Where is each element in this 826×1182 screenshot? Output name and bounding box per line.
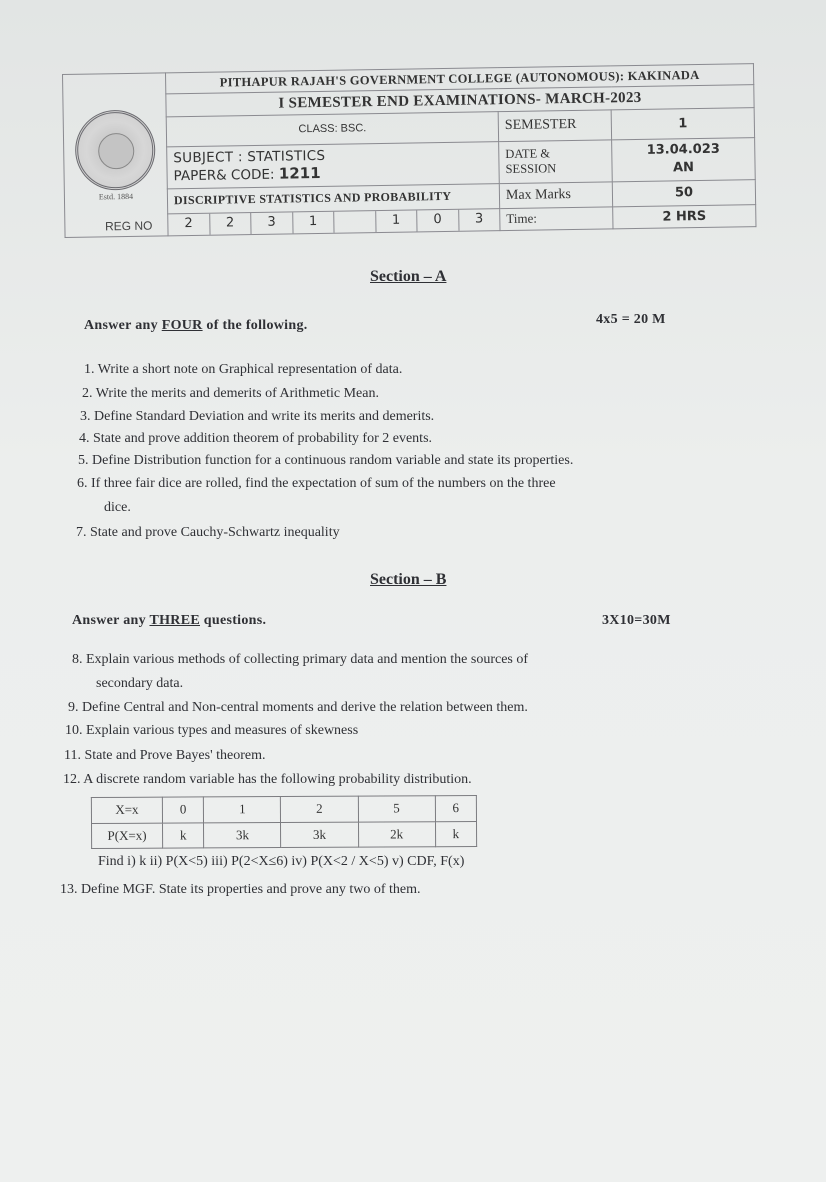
reg-no-digit: 1: [376, 210, 418, 232]
x-value-cell: 2: [281, 796, 358, 822]
p-value-cell: 3k: [281, 822, 358, 848]
section-b-instruction-pre: Answer any: [72, 613, 150, 628]
section-a-instruction-key: FOUR: [161, 318, 203, 333]
x-value-cell: 0: [162, 797, 203, 823]
section-a-marks: 4x5 = 20 M: [596, 312, 666, 327]
probability-distribution-table: [91, 795, 477, 849]
question-4: 4. State and prove addition theorem of probability for 2 events.: [79, 431, 433, 446]
time-label: Time:: [500, 207, 613, 231]
section-b-marks: 3X10=30M: [602, 613, 671, 628]
p-value-cell: 2k: [358, 821, 435, 847]
reg-no-digit: 3: [474, 211, 484, 227]
semester-value: 1: [611, 108, 754, 140]
college-name: PITHAPUR RAJAH'S GOVERNMENT COLLEGE (AUTONOMOUS): KAKINADA: [165, 64, 753, 94]
seal-estd-text: Estd. 1884: [98, 191, 134, 201]
section-b-instruction: [72, 613, 266, 629]
question-5: 5. Define Distribution function for a continuous random variable and state its properties.: [78, 453, 574, 468]
subject-paper-cell: [167, 141, 500, 188]
question-12: 12. A discrete random variable has the following probability distribution.: [63, 772, 472, 787]
reg-no-digit: 1: [293, 212, 335, 234]
question-12-parts: Find i) k ii) P(X<5) iii) P(2<X≤6) iv) P(X<2 / X<5) v) CDF, F(x): [98, 854, 465, 869]
question-3: 3. Define Standard Deviation and write its merits and demerits.: [80, 409, 435, 424]
question-7: 7. State and prove Cauchy-Schwartz inequality: [76, 525, 340, 540]
question-6-cont: dice.: [104, 500, 131, 515]
p-label-cell: P(X=x): [92, 823, 163, 849]
reg-no-label: REG NO: [104, 218, 153, 234]
x-value-cell: 6: [435, 795, 476, 821]
section-a-instruction: [84, 318, 308, 334]
reg-no-digits: [168, 209, 499, 235]
question-9: 9. Define Central and Non-central moments and derive the relation between them.: [68, 700, 528, 715]
reg-no-digit: 2: [210, 213, 252, 235]
paper-title: DISCRIPTIVE STATISTICS AND PROBABILITY: [167, 183, 499, 213]
date-label: DATE &: [505, 146, 551, 162]
x-value-cell: 5: [358, 796, 435, 822]
exam-title: I SEMESTER END EXAMINATIONS- MARCH-2023: [166, 85, 754, 117]
p-value-cell: k: [163, 822, 204, 848]
reg-no-digits-cell: [168, 209, 500, 236]
date-value: 13.04.023: [646, 141, 720, 158]
reg-no-digit: [334, 211, 376, 233]
time-value: 2 HRS: [613, 205, 756, 229]
reg-no-digit: 3: [251, 212, 293, 234]
max-marks-value: 50: [612, 179, 755, 206]
section-a-title: Section – A: [370, 268, 447, 285]
question-8: 8. Explain various methods of collecting primary data and mention the sources of: [72, 652, 529, 667]
question-13: 13. Define MGF. State its properties and prove any two of them.: [60, 882, 421, 897]
section-a-instruction-post: of the following.: [202, 318, 308, 333]
question-8-cont: secondary data.: [96, 676, 184, 691]
x-label-cell: X=x: [91, 797, 162, 823]
section-b-instruction-key: THREE: [149, 613, 200, 628]
college-seal-icon: [75, 109, 156, 190]
question-10: 10. Explain various types and measures of skewness: [65, 723, 359, 738]
p-value-cell: 3k: [204, 822, 281, 848]
question-2: 2. Write the merits and demerits of Arithmetic Mean.: [82, 386, 379, 401]
question-1: 1. Write a short note on Graphical representation of data.: [84, 362, 403, 377]
question-6: 6. If three fair dice are rolled, find the expectation of sum of the numbers on the three: [77, 476, 556, 491]
question-11: 11. State and Prove Bayes' theorem.: [64, 748, 266, 763]
section-a-instruction-pre: Answer any: [84, 318, 162, 333]
session-label: SESSION: [505, 161, 557, 177]
reg-no-digit: 0: [417, 210, 459, 232]
section-b-instruction-post: questions.: [199, 613, 267, 628]
x-value-cell: 1: [204, 797, 281, 823]
section-b-title: Section – B: [370, 571, 447, 588]
subject-label: SUBJECT : STATISTICS: [173, 147, 326, 167]
paper-code-value: 1211: [278, 164, 321, 183]
max-marks-label: Max Marks: [499, 182, 612, 209]
p-value-cell: k: [435, 821, 476, 847]
session-value: AN: [672, 160, 695, 176]
college-logo-cell: [63, 73, 169, 238]
semester-label: SEMESTER: [498, 110, 611, 141]
paper-code-label: PAPER& CODE:: [173, 166, 275, 185]
exam-header-table: [62, 63, 756, 238]
class-label: CLASS: BSC.: [166, 112, 498, 147]
reg-no-digit: 2: [168, 214, 210, 236]
